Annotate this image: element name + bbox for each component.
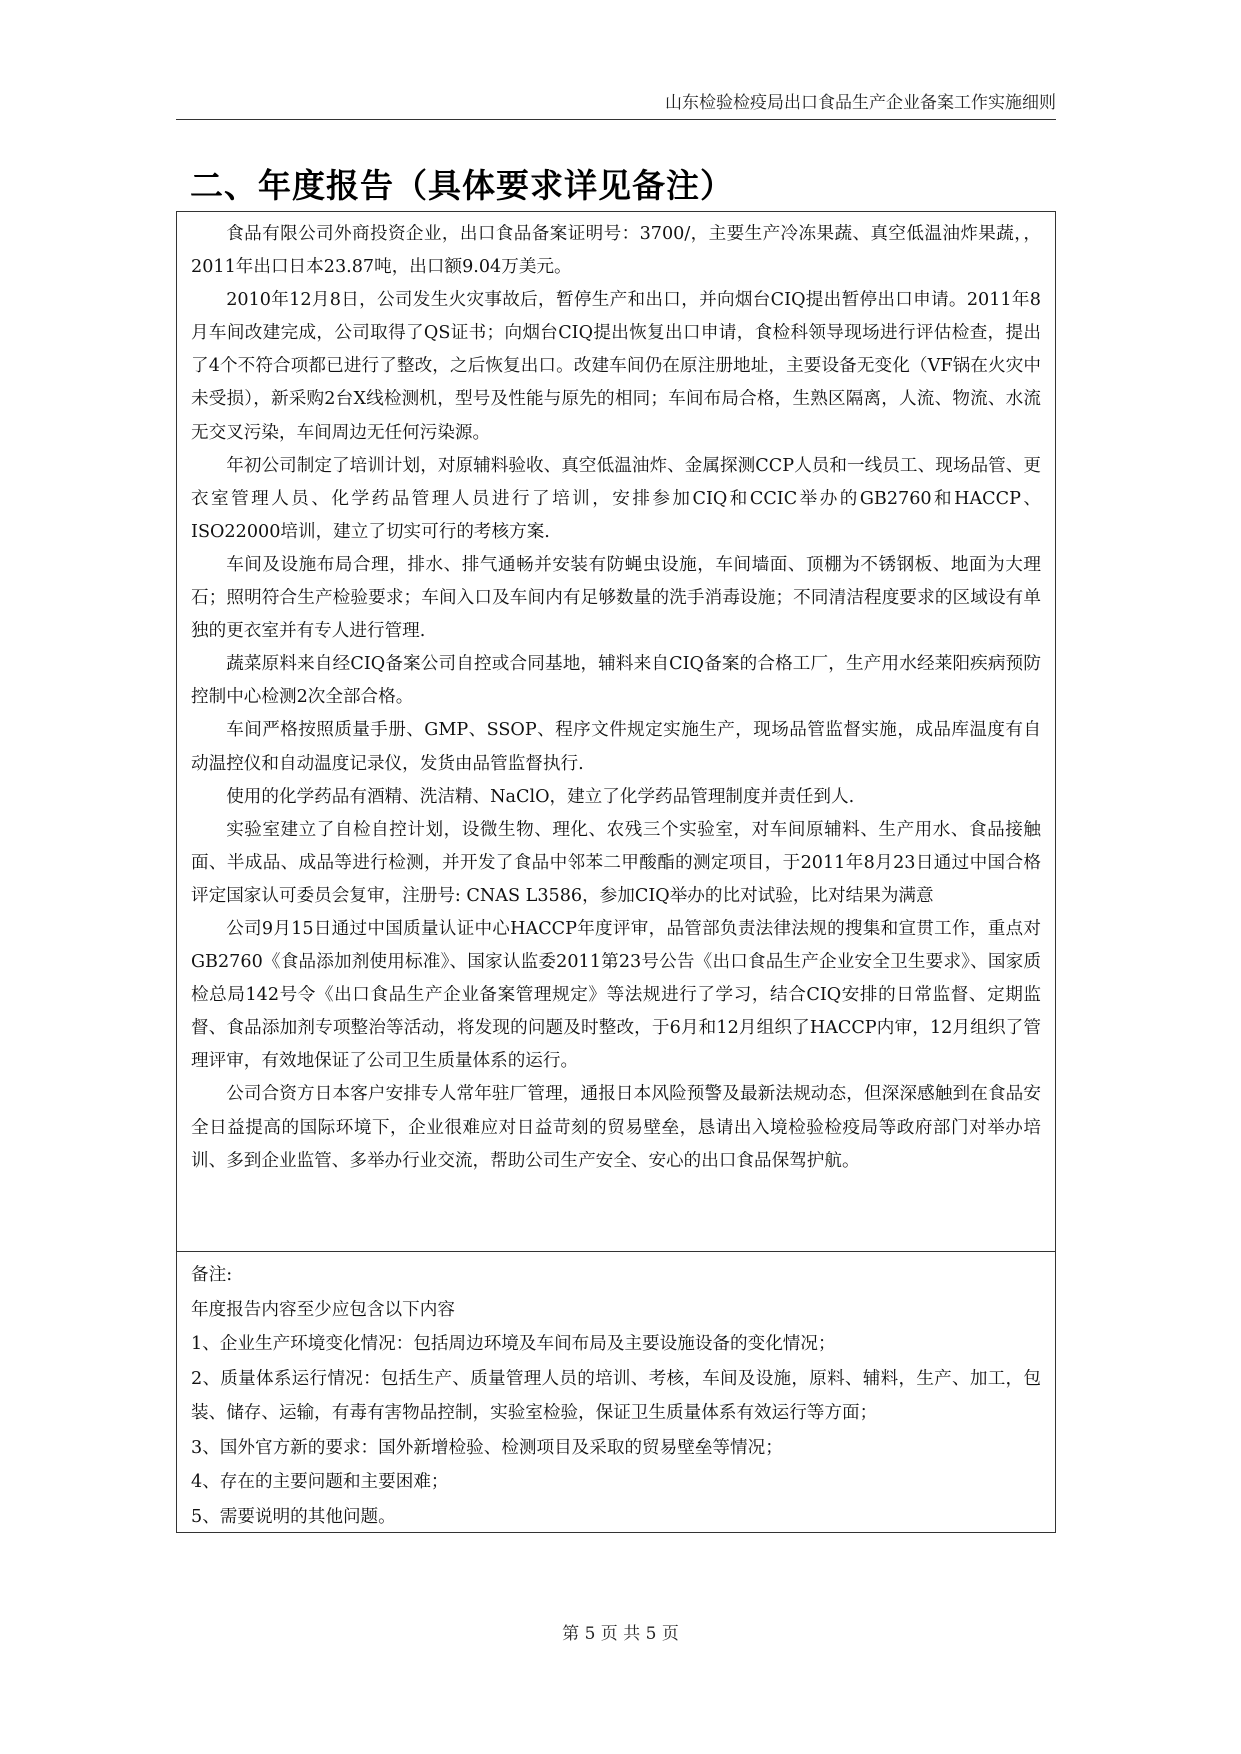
report-paragraph-chemicals: 使用的化学药品有酒精、洗洁精、NaClO，建立了化学药品管理制度并责任到人. — [226, 786, 855, 807]
annual-report-table — [176, 211, 1056, 1533]
notes-item-environment: 1、企业生产环境变化情况：包括周边环境及车间布局及主要设施设备的变化情况； — [191, 1334, 836, 1354]
running-header: 山东检验检疫局出口食品生产企业备案工作实施细则 — [176, 88, 1056, 120]
notes-item-main-problems: 4、存在的主要问题和主要困难； — [191, 1472, 449, 1492]
page-number: 第 5 页 共 5 页 — [562, 1624, 679, 1644]
report-paragraph-raw-materials: 蔬菜原料来自经CIQ备案公司自控或合同基地，辅料来自CIQ备案的合格工厂，生产用水经莱阳疾病预防控制中心检测2次全部合格。 — [191, 654, 1041, 708]
notes-cell — [177, 1252, 1055, 1532]
section-heading: 二、年度报告（具体要求详见备注） — [190, 166, 734, 205]
report-paragraph-training: 年初公司制定了培训计划，对原辅料验收、真空低温油炸、金属探测CCP人员和一线员工、现场品管、更衣室管理人员、化学药品管理人员进行了培训，安排参加CIQ和CCIC举办的GB2760和HACCP、ISO22000培训，建立了切实可行的考核方案. — [191, 455, 1041, 542]
notes-item-quality-system: 2、质量体系运行情况：包括生产、质量管理人员的培训、考核，车间及设施，原料、辅料，生产、加工，包装、储存、运输，有毒有害物品控制，实验室检验，保证卫生质量体系有效运行等方面； — [191, 1368, 1041, 1423]
report-paragraph-production-control: 车间严格按照质量手册、GMP、SSOP、程序文件规定实施生产，现场品管监督实施，成品库温度有自动温控仪和自动温度记录仪，发货由品管监督执行. — [191, 720, 1041, 774]
report-paragraph-difficulties: 公司合资方日本客户安排专人常年驻厂管理，通报日本风险预警及最新法规动态，但深深感触到在食品安全日益提高的国际环境下，企业很难应对日益苛刻的贸易壁垒，恳请出入境检验检疫局等政府部门对举办培训、多到企业监管、多举办行业交流，帮助公司生产安全、安心的出口食品保驾护航。 — [191, 1084, 1041, 1171]
notes-intro: 年度报告内容至少应包含以下内容 — [191, 1299, 455, 1320]
report-paragraph-laboratory: 实验室建立了自检自控计划，设微生物、理化、农残三个实验室，对车间原辅料、生产用水、食品接触面、半成品、成品等进行检测，并开发了食品中邻苯二甲酸酯的测定项目，于2011年8月23日通过中国合格评定国家认可委员会复审，注册号: CNAS L3586，参加CIQ举办的比对试验，比对结果为满意 — [191, 819, 1041, 906]
report-paragraph-haccp-review: 公司9月15日通过中国质量认证中心HACCP年度评审，品管部负责法律法规的搜集和宣贯工作，重点对GB2760《食品添加剂使用标准》、国家认监委2011第23号公告《出口食品生产企业安全卫生要求》、国家质检总局142号令《出口食品生产企业备案管理规定》等法规进行了学习，结合CIQ安排的日常监督、定期监督、食品添加剂专项整治等活动，将发现的问题及时整改，于6月和12月组织了HACCP内审，12月组织了管理评审，有效地保证了公司卫生质量体系的运行。 — [191, 918, 1041, 1072]
notes-item-other-issues: 5、需要说明的其他问题。 — [191, 1506, 396, 1527]
notes-item-foreign-requirements: 3、国外官方新的要求：国外新增检验、检测项目及采取的贸易壁垒等情况； — [191, 1437, 783, 1458]
report-paragraph-facilities: 车间及设施布局合理，排水、排气通畅并安装有防蝇虫设施，车间墙面、顶棚为不锈钢板、地面为大理石；照明符合生产检验要求；车间入口及车间内有足够数量的洗手消毒设施；不同清洁程度要求的区域设有单独的更衣室并有专人进行管理. — [191, 554, 1041, 642]
notes-label: 备注: — [191, 1265, 233, 1285]
report-paragraph-fire-incident: 2010年12月8日，公司发生火灾事故后，暂停生产和出口，并向烟台CIQ提出暂停出口申请。2011年8月车间改建完成，公司取得了QS证书；向烟台CIQ提出恢复出口申请，食检科领导现场进行评估检查，提出了4个不符合项都已进行了整改，之后恢复出口。改建车间仍在原注册地址，主要设备无变化（VF锅在火灾中未受损），新采购2台X线检测机，型号及性能与原先的相同；车间布局合格，生熟区隔离，人流、物流、水流无交叉污染，车间周边无任何污染源。 — [191, 290, 1041, 443]
report-content-cell — [177, 212, 1055, 1252]
report-paragraph-company-overview: 食品有限公司外商投资企业，出口食品备案证明号：3700/，主要生产冷冻果蔬、真空低温油炸果蔬，，2011年出口日本23.87吨，出口额9.04万美元。 — [191, 224, 1041, 278]
